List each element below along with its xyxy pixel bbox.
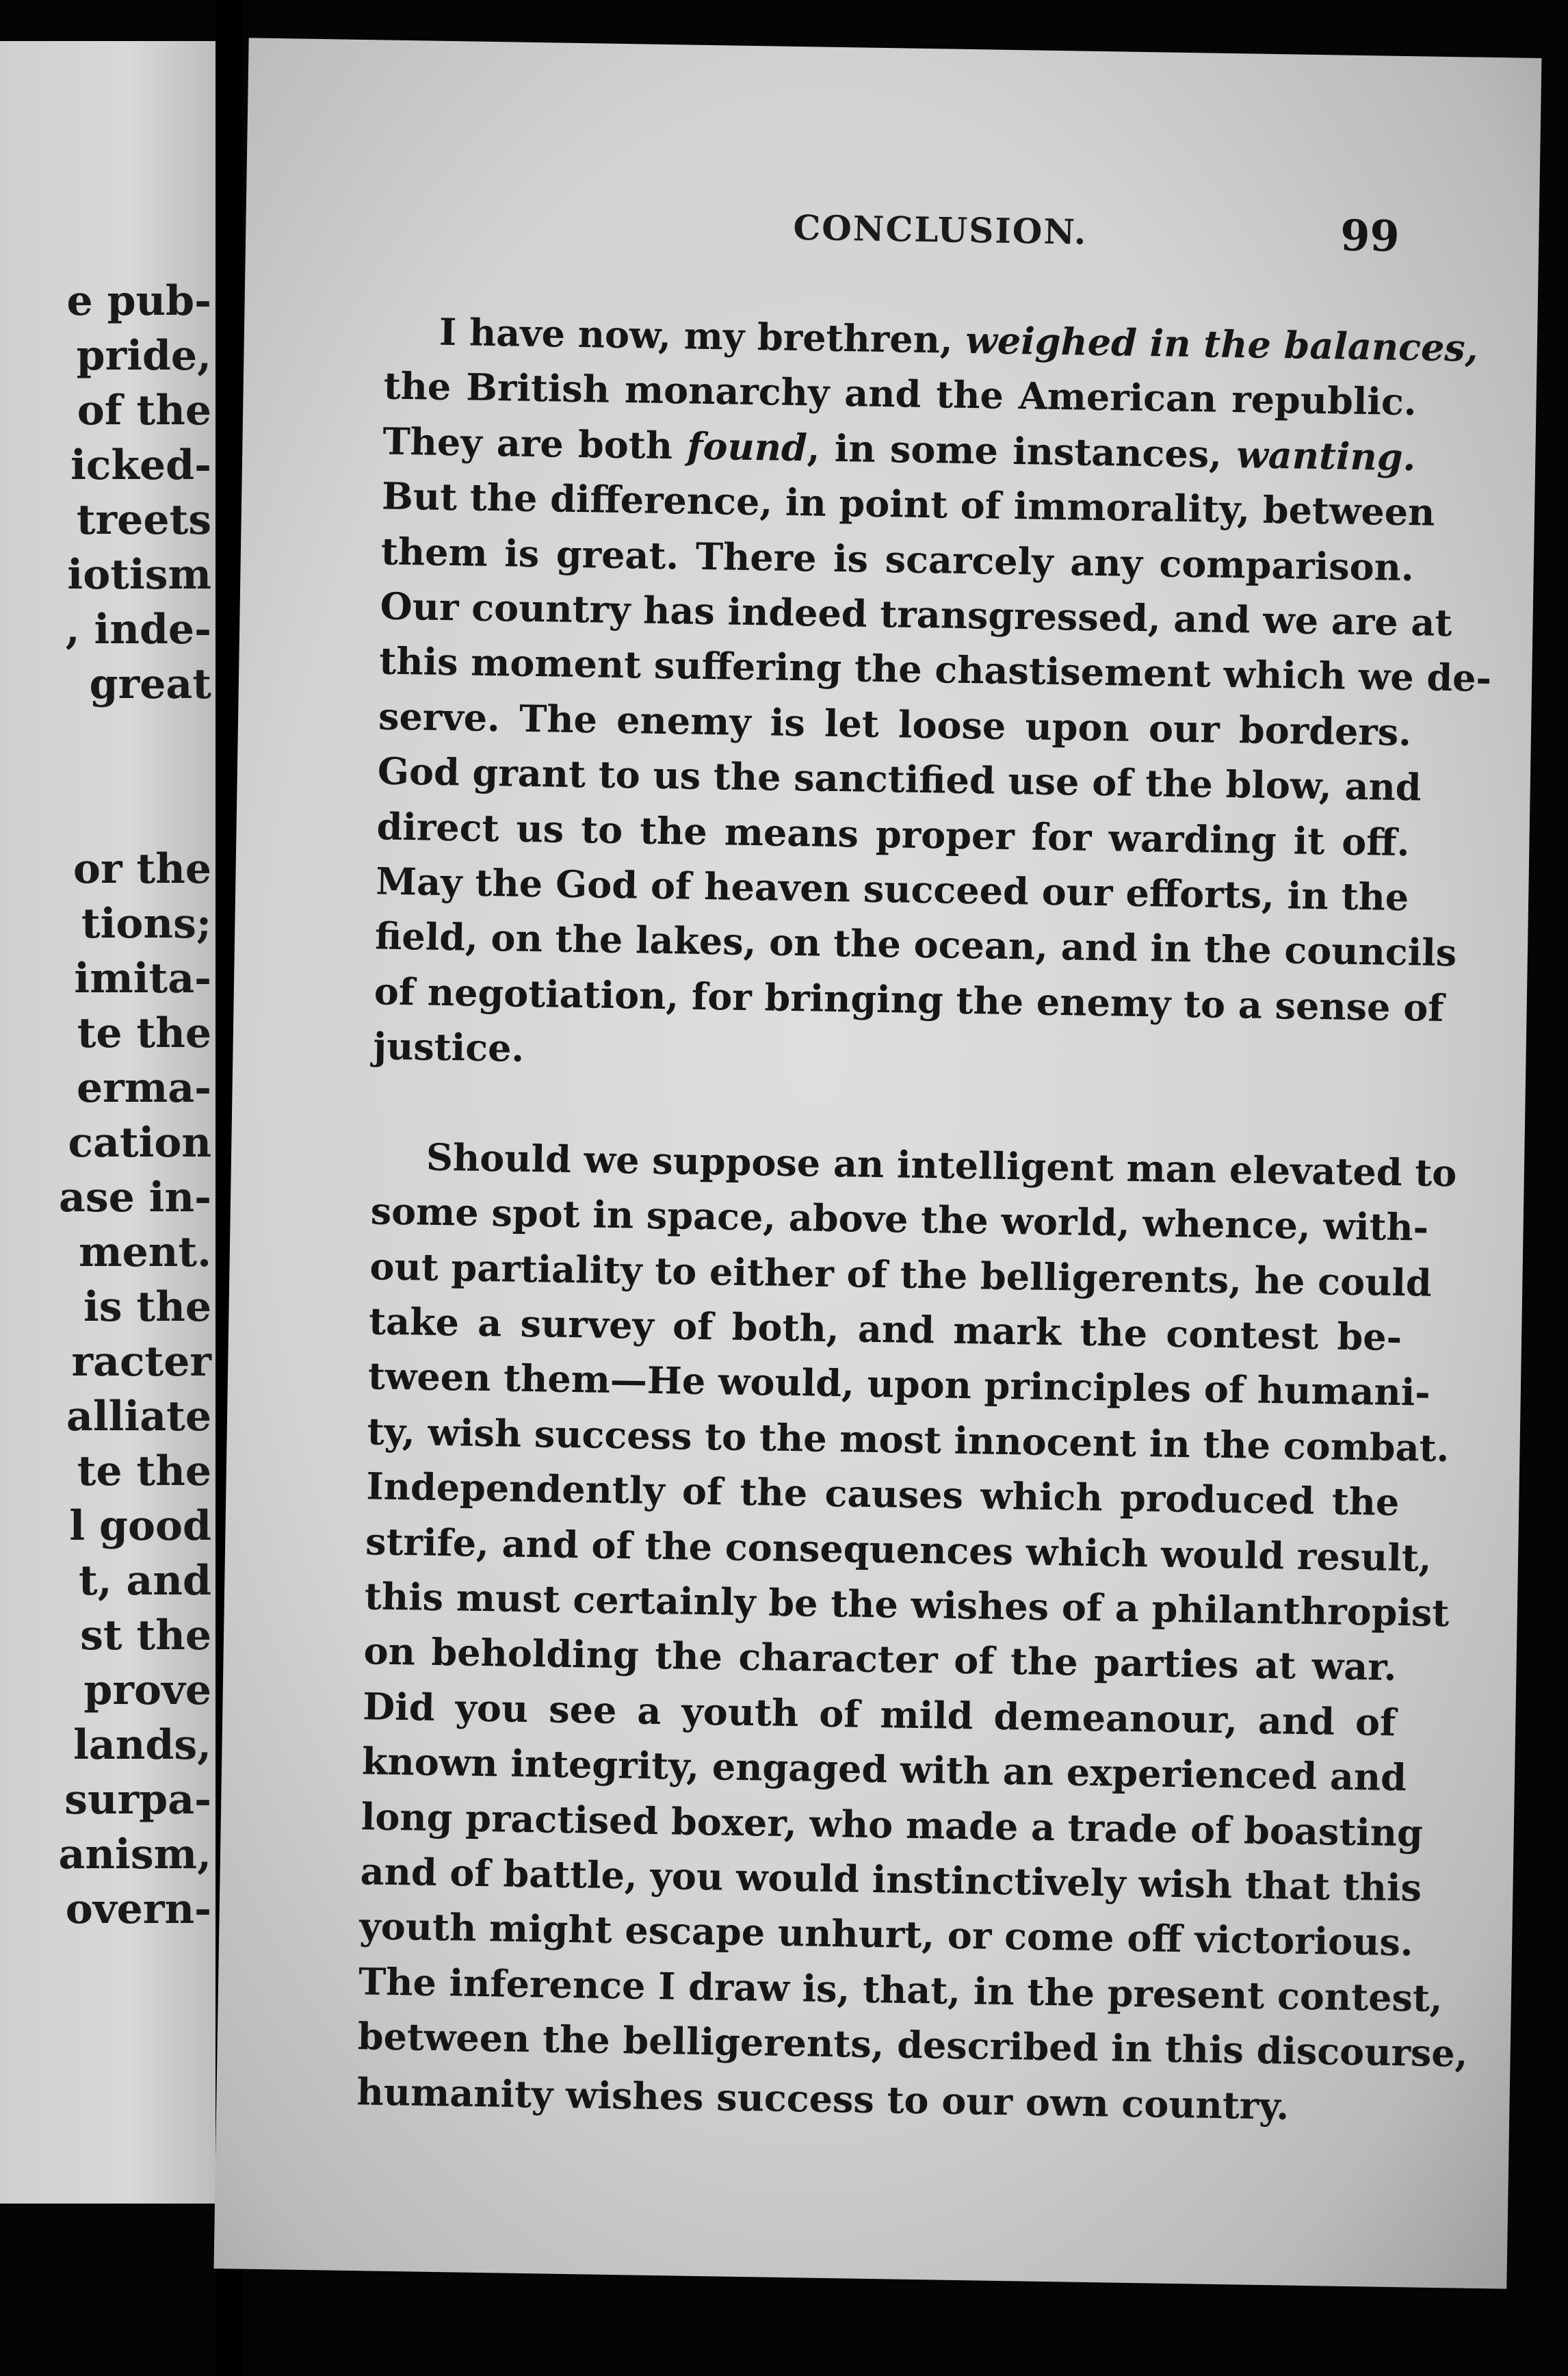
- text-line: serve. The enemy is let loose upon our borders.: [378, 694, 1412, 755]
- text-line: May the God of heaven succeed our efforts, in the: [375, 859, 1409, 920]
- left-page-line: iotism: [67, 551, 211, 599]
- left-page-line: prove: [83, 1666, 211, 1714]
- text-line: humanity wishes success to our own country.: [356, 2069, 1290, 2128]
- left-page-line: pride,: [76, 332, 211, 380]
- left-page-line: is the: [83, 1283, 211, 1331]
- left-page-line: anism,: [58, 1831, 211, 1878]
- running-head: CONCLUSION.: [793, 207, 1088, 253]
- text-line: of negotiation, for bringing the enemy to a sense of: [374, 969, 1444, 1030]
- italic-emphasis: weighed in the balances,: [965, 318, 1479, 370]
- text-line: long practised boxer, who made a trade of boasting: [361, 1794, 1424, 1855]
- text-line: I have now, my brethren, weighed in the balances,: [439, 309, 1479, 370]
- text-line: tween them—He would, upon principles of humani-: [367, 1354, 1431, 1415]
- left-page-line: overn-: [65, 1885, 211, 1933]
- text-line: the British monarchy and the American republic.: [383, 363, 1417, 424]
- text-line: this must certainly be the wishes of a philanthropist: [364, 1574, 1450, 1636]
- left-page-line: alliate: [66, 1393, 211, 1441]
- text-line: justice.: [373, 1024, 525, 1071]
- left-page-line: cation: [68, 1119, 211, 1167]
- left-page-line: lands,: [73, 1721, 211, 1769]
- paragraph-2: [356, 1128, 1469, 2135]
- italic-emphasis: wanting.: [1236, 432, 1416, 480]
- text-line: ty, wish success to the most innocent in the combat.: [367, 1409, 1450, 1470]
- left-page-line: erma-: [76, 1064, 211, 1112]
- left-page-line: treets: [76, 496, 211, 544]
- italic-emphasis: found: [686, 424, 808, 470]
- left-page-line: of the: [77, 387, 211, 435]
- text-line: The inference I draw is, that, in the present contest,: [358, 1959, 1443, 2020]
- text-line: between the belligerents, described in this discourse,: [357, 2014, 1469, 2076]
- text-line: But the difference, in point of immorality, between: [381, 474, 1435, 534]
- left-facing-page: [0, 41, 215, 2204]
- left-page-line: ment.: [79, 1228, 211, 1276]
- left-page-line: te the: [77, 1009, 211, 1057]
- text-line: and of battle, you would instinctively wish that this: [360, 1849, 1422, 1910]
- paragraph-1: [373, 304, 1492, 1090]
- text-line: take a survey of both, and mark the contest be-: [368, 1299, 1402, 1359]
- body-text: [356, 304, 1492, 2135]
- text-line: direct us to the means proper for warding it off.: [376, 804, 1410, 864]
- left-page-line: racter: [71, 1338, 211, 1386]
- left-page-line: imita-: [74, 955, 211, 1003]
- text-line: God grant to us the sanctified use of the blow, and: [377, 749, 1422, 810]
- text-line: them is great. There is scarcely any comparison.: [380, 529, 1415, 589]
- left-page-line: surpa-: [64, 1776, 211, 1824]
- left-page-line: t, and: [79, 1557, 211, 1605]
- text-line: field, on the lakes, on the ocean, and in the councils: [374, 914, 1457, 975]
- text-line: Did you see a youth of mild demeanour, and of: [362, 1684, 1396, 1744]
- book-page: [214, 38, 1542, 2288]
- left-page-line: great: [89, 660, 211, 708]
- text-line: known integrity, engaged with an experienced and: [361, 1739, 1407, 1800]
- left-page-line: st the: [80, 1612, 211, 1660]
- left-page-line: e pub-: [66, 277, 211, 325]
- text-line: Independently of the causes which produced the: [366, 1464, 1400, 1525]
- left-page-line: , inde-: [65, 606, 211, 654]
- left-page-line: ase in-: [58, 1174, 211, 1222]
- left-page-line: l good: [69, 1502, 211, 1550]
- left-page-line: or the: [73, 845, 211, 893]
- left-page-line: icked-: [70, 441, 211, 489]
- text-line: They are both found, in some instances, wanting.: [382, 419, 1416, 480]
- text-line: on beholding the character of the parties at war.: [363, 1629, 1398, 1690]
- left-page-line: te the: [77, 1447, 211, 1495]
- text-line: youth might escape unhurt, or come off victorious.: [358, 1904, 1414, 1965]
- text-line: strife, and of the consequences which would result,: [365, 1519, 1433, 1580]
- page-number: 99: [1340, 210, 1400, 261]
- left-page-line: tions;: [81, 900, 211, 948]
- text-line: out partiality to either of the belligerents, he could: [369, 1243, 1433, 1305]
- page-header: [246, 198, 1539, 281]
- text-line: this moment suffering the chastisement which we de-: [378, 638, 1492, 701]
- text-line: Our country has indeed transgressed, and we are at: [380, 584, 1452, 645]
- text-line: Should we suppose an intelligent man elevated to: [426, 1135, 1457, 1195]
- text-line: some spot in space, above the world, whence, with-: [370, 1189, 1429, 1250]
